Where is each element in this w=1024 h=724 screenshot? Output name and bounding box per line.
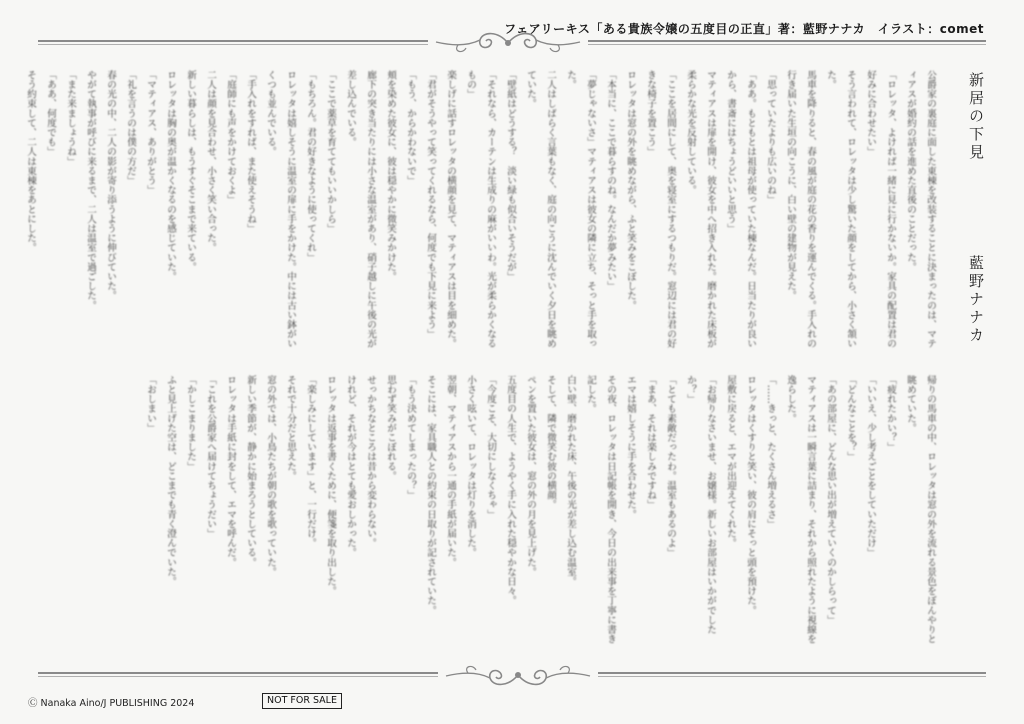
top-rule-left-thin — [38, 44, 428, 45]
body-paragraph: 「とても素敵だったわ。温室もあるのよ」 — [665, 375, 676, 558]
top-ornament-icon — [428, 28, 588, 58]
story-title: 新居の下見 — [967, 72, 985, 162]
header-title: フェアリーキス「ある貴族令嬢の五度目の正直」著：藍野ナナカ イラスト：comet — [504, 22, 984, 36]
body-paragraph: せっかちなところは昔から変わらない。 — [365, 375, 376, 548]
body-paragraph: それで十分だと思えた。 — [285, 375, 296, 481]
body-paragraph: 「もう決めてしまったの？」 — [405, 375, 416, 500]
body-paragraph: 思わず笑みがこぼれる。 — [385, 375, 396, 481]
body-paragraph: 「夢じゃないさ」マティアスは彼女の隣に立ち、そっと手を取った。 — [565, 70, 596, 349]
body-paragraph: 「また来ましょうね」 — [65, 70, 76, 166]
body-paragraph: 「かしこまりました」 — [185, 375, 196, 471]
footer-copyright: Ⓒ Nanaka Aino/J PUBLISHING 2024 — [28, 698, 195, 709]
body-paragraph: ペンを置いた彼女は、窓の外の月を見上げた。 — [525, 375, 536, 577]
footer-not-for-sale: NOT FOR SALE — [262, 693, 342, 709]
body-paragraph: 五度目の人生で、ようやく手に入れた穏やかな日々。 — [505, 375, 516, 606]
body-paragraph: 「庭師にも声をかけておくよ」 — [225, 70, 236, 205]
body-paragraph: ふと見上げた空は、どこまでも青く澄んでいた。 — [165, 375, 176, 587]
body-paragraph: 「ここで薬草を育ててもいいかしら」 — [325, 70, 336, 234]
body-paragraph: 「ロレッタ、よければ一緒に見に行かないか。家具の配置は君の好みに合わせたい」 — [865, 70, 896, 349]
story-author: 藍野ナナカ — [967, 255, 985, 345]
body-paragraph: 翌朝、マティアスから一通の手紙が届いた。 — [445, 375, 456, 567]
body-paragraph: 「おしまい」 — [145, 375, 156, 433]
body-paragraph: 新しい暮らしは、もうすぐそこまで来ている。 — [185, 70, 196, 272]
body-paragraph: その夜、ロレッタは日記帳を開き、今日の出来事を丁寧に書き記した。 — [585, 375, 616, 644]
body-paragraph: 新しい季節が、静かに始まろうとしている。 — [245, 375, 256, 567]
body-paragraph: 「今度こそ、大切にしなくちゃ」 — [485, 375, 496, 519]
body-paragraph: ロレッタは手紙に封をして、エマを呼んだ。 — [225, 375, 236, 567]
top-rule-right-thin — [588, 44, 986, 45]
body-paragraph: 馬車を降りると、春の風が庭の花の香りを運んでくる。手入れの行き届いた生垣の向こうに、白い壁の建物が見えた。 — [785, 70, 816, 349]
body-paragraph: ロレッタは胸の奥が温かくなるのを感じていた。 — [165, 70, 176, 282]
body-paragraph: 白い壁、磨かれた床、午後の光が差し込む温室。 — [565, 375, 576, 587]
bottom-rule-left-thin — [38, 676, 438, 677]
body-paragraph: そこには、家具職人との約束の日取りが記されていた。 — [425, 375, 436, 615]
body-paragraph: エマは嬉しそうに手を合わせた。 — [625, 375, 636, 519]
body-paragraph: マティアスは一瞬言葉に詰まり、それから照れたように視線を逸らした。 — [785, 375, 816, 644]
body-paragraph: 「お帰りなさいませ、お嬢様。新しいお部屋はいかがでしたか？」 — [685, 375, 716, 635]
body-paragraph: 「楽しみにしています」と、一行だけ。 — [305, 375, 316, 548]
body-lower-block — [60, 375, 940, 645]
body-paragraph: やがて執事が呼びに来るまで、二人は温室で過ごした。 — [85, 70, 96, 310]
body-paragraph: 二人はしばらく言葉もなく、庭の向こうに沈んでいく夕日を眺めていた。 — [525, 70, 556, 349]
body-paragraph: 「あの部屋に、どんな思い出が増えていくのかしらって」 — [825, 375, 836, 625]
body-paragraph: 「まあ、それは楽しみですね」 — [645, 375, 656, 510]
body-paragraph: 「もちろん。君の好きなように使ってくれ」 — [305, 70, 316, 262]
body-upper-block — [25, 70, 940, 350]
bottom-rule-left — [38, 672, 438, 674]
body-paragraph: 「礼を言うのは僕の方だ」 — [125, 70, 136, 186]
body-paragraph: 「もう、からかわないで」 — [405, 70, 416, 186]
body-paragraph: ロレッタはくすりと笑い、彼の肩にそっと頭を預けた。 — [745, 375, 756, 615]
bottom-rule-right-thin — [598, 676, 986, 677]
bottom-ornament-icon — [438, 660, 598, 690]
body-paragraph: そう言われて、ロレッタは少し驚いた顔をしてから、小さく頷いた。 — [825, 70, 856, 349]
body-paragraph: 「これを公爵家へ届けてちょうだい」 — [205, 375, 216, 539]
bottom-rule-right — [598, 672, 986, 674]
body-paragraph: 「壁紙はどうする？ 淡い緑も似合いそうだが」 — [505, 70, 516, 282]
body-paragraph: 「ああ。もともとは祖母が使っていた棟なんだ。日当たりが良いから、書斎にはちょうどいいと思う」 — [725, 70, 756, 349]
body-paragraph: 二人は顔を見合わせ、小さく笑い合った。 — [205, 70, 216, 253]
top-rule-left — [38, 40, 428, 42]
body-paragraph: 「どんなことを？」 — [845, 375, 856, 462]
body-paragraph: 「それなら、カーテンは生成りの麻がいいわ。光が柔らかくなるもの」 — [465, 70, 496, 349]
top-rule-right — [588, 40, 986, 42]
body-paragraph: 屋敷に戻ると、エマが出迎えてくれた。 — [725, 375, 736, 548]
body-paragraph: 「いいえ、少し考えごとをしていただけ」 — [865, 375, 876, 558]
body-paragraph: ロレッタは窓の外を眺めながら、ふと笑みをこぼした。 — [625, 70, 636, 310]
body-paragraph: 小さく呟いて、ロレッタは灯りを消した。 — [465, 375, 476, 558]
body-paragraph: 頬を染めた彼女に、彼は穏やかに微笑みかけた。 — [385, 70, 396, 282]
body-paragraph: ロレッタは嬉しそうに温室の扉に手をかけた。中には古い鉢がいくつも並んでいる。 — [265, 70, 296, 349]
body-paragraph: 廊下の突き当たりには小さな温室があり、硝子越しに午後の光が差し込んでいる。 — [345, 70, 376, 349]
body-paragraph: 「……きっと、たくさん増えるさ」 — [765, 375, 776, 529]
body-paragraph: そう約束して、二人は東棟をあとにした。 — [25, 70, 36, 253]
body-paragraph: 「本当に、ここで暮らすのね。なんだか夢みたい」 — [605, 70, 616, 291]
body-paragraph: 「マティアス、ありがとう」 — [145, 70, 156, 195]
body-paragraph: マティアスは扉を開け、彼女を中へ招き入れた。磨かれた床板が柔らかな光を反射している。 — [685, 70, 716, 349]
body-paragraph: 春の光の中、二人の影が寄り添うように伸びていた。 — [105, 70, 116, 301]
body-paragraph: 「ここを居間にして、奥を寝室にするつもりだ。窓辺には君の好きな椅子を置こう」 — [645, 70, 676, 349]
body-paragraph: そして、隣で微笑む彼の横顔。 — [545, 375, 556, 510]
body-paragraph: ロレッタは返事を書くために、便箋を取り出した。 — [325, 375, 336, 596]
body-paragraph: 楽しげに話すロレッタの横顔を見て、マティアスは目を細めた。 — [445, 70, 456, 349]
body-paragraph: 「君がそうやって笑ってくれるなら、何度でも下見に来よう」 — [425, 70, 436, 339]
body-paragraph: 帰りの馬車の中、ロレッタは窓の外を流れる景色をぼんやりと眺めていた。 — [905, 375, 936, 644]
body-paragraph: 窓の外では、小鳥たちが朝の歌を歌っていた。 — [265, 375, 276, 577]
body-paragraph: 「手入れをすれば、また使えそうね」 — [245, 70, 256, 234]
body-paragraph: 公爵家の裏庭に面した東棟を改装することに決まったのは、マティアスが婚約の話を進めた直後のことだった。 — [905, 70, 936, 349]
body-paragraph: けれど、それが今はとても愛おしかった。 — [345, 375, 356, 558]
body-paragraph: 「ああ、何度でも」 — [45, 70, 56, 157]
body-paragraph: 「疲れたかい？」 — [885, 375, 896, 452]
body-paragraph: 「思っていたよりも広いのね」 — [765, 70, 776, 205]
